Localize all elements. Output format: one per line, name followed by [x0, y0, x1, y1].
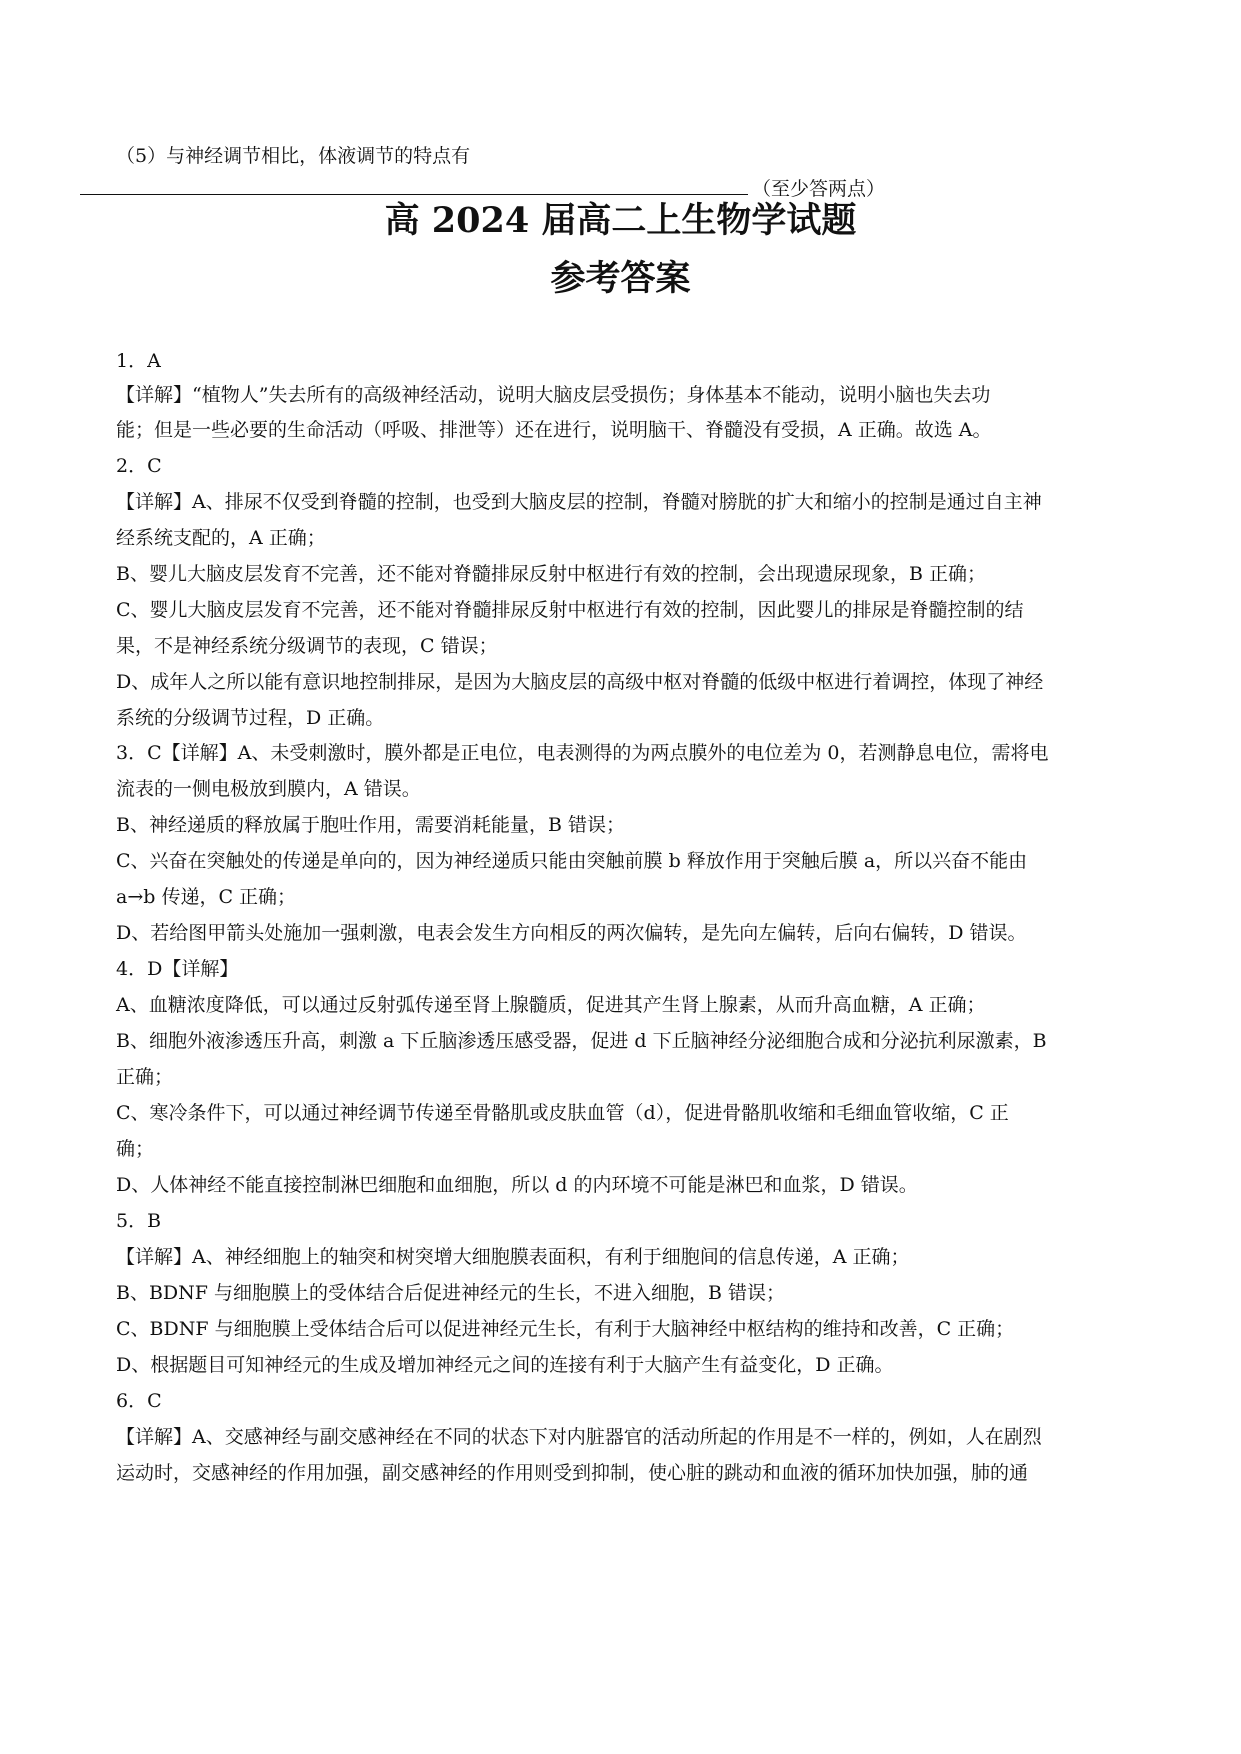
body-line: a→b 传递，C 正确； [116, 886, 297, 908]
body-line: 经系统支配的，A 正确； [116, 527, 326, 549]
body-line: D、人体神经不能直接控制淋巴细胞和血细胞，所以 d 的内环境不可能是淋巴和血浆，D 错误。 [116, 1174, 918, 1196]
body-line: D、根据题目可知神经元的生成及增加神经元之间的连接有利于大脑产生有益变化，D 正确。 [116, 1354, 894, 1376]
body-line: 流表的一侧电极放到膜内，A 错误。 [116, 778, 421, 800]
document-title: 高 2024 届高二上生物学试题 [384, 200, 857, 241]
body-line: 【详解】A、神经细胞上的轴突和树突增大细胞膜表面积，有利于细胞间的信息传递，A 正确； [116, 1246, 910, 1268]
body-line: B、婴儿大脑皮层发育不完善，还不能对脊髓排尿反射中枢进行有效的控制，会出现遗尿现象，B 正确； [116, 563, 986, 585]
body-line: 2．C [116, 455, 162, 477]
answer-blank[interactable] [80, 176, 748, 195]
body-line: 4．D【详解】 [116, 958, 239, 980]
body-line: C、BDNF 与细胞膜上受体结合后可以促进神经元生长，有利于大脑神经中枢结构的维持和改善，C 正确； [116, 1318, 1015, 1340]
body-line: B、细胞外液渗透压升高，刺激 a 下丘脑渗透压感受器，促进 d 下丘脑神经分泌细胞合成和分泌抗利尿激素，B [116, 1030, 1047, 1052]
body-line: 5．B [116, 1210, 162, 1232]
answer-hint: （至少答两点） [752, 178, 886, 200]
body-line: 系统的分级调节过程，D 正确。 [116, 707, 385, 729]
body-line: 【详解】A、排尿不仅受到脊髓的控制，也受到大脑皮层的控制，脊髓对膀胱的扩大和缩小的控制是通过自主神 [116, 491, 1042, 513]
document-subtitle: 参考答案 [550, 258, 691, 299]
body-line: 确； [116, 1138, 155, 1160]
body-line: 1．A [116, 350, 161, 372]
body-line: D、成年人之所以能有意识地控制排尿，是因为大脑皮层的高级中枢对脊髓的低级中枢进行着调控，体现了神经 [116, 671, 1044, 693]
body-line: C、寒冷条件下，可以通过神经调节传递至骨骼肌或皮肤血管（d），促进骨骼肌收缩和毛细血管收缩，C 正 [116, 1102, 1009, 1124]
body-line: 能；但是一些必要的生命活动（呼吸、排泄等）还在进行，说明脑干、脊髓没有受损，A 正确。故选 A。 [116, 419, 992, 441]
body-line: 运动时，交感神经的作用加强，副交感神经的作用则受到抑制，使心脏的跳动和血液的循环加快加强，肺的通 [116, 1462, 1029, 1484]
body-line: 3．C【详解】A、未受刺激时，膜外都是正电位，电表测得的为两点膜外的电位差为 0，若测静息电位，需将电 [116, 742, 1049, 764]
answer-blank-line [80, 176, 1140, 201]
body-line: 果，不是神经系统分级调节的表现，C 错误； [116, 635, 498, 657]
body-line: B、BDNF 与细胞膜上的受体结合后促进神经元的生长，不进入细胞，B 错误； [116, 1282, 786, 1304]
body-line: A、血糖浓度降低，可以通过反射弧传递至肾上腺髓质，促进其产生肾上腺素，从而升高血糖，A 正确； [116, 994, 986, 1016]
body-line: 【详解】A、交感神经与副交感神经在不同的状态下对内脏器官的活动所起的作用是不一样的，例如，人在剧烈 [116, 1426, 1042, 1448]
body-line: 正确； [116, 1066, 174, 1088]
body-line: D、若给图甲箭头处施加一强刺激，电表会发生方向相反的两次偏转，是先向左偏转，后向右偏转，D 错误。 [116, 922, 1027, 944]
body-line: 6．C [116, 1390, 162, 1412]
body-line: C、兴奋在突触处的传递是单向的，因为神经递质只能由突触前膜 b 释放作用于突触后膜 a，所以兴奋不能由 [116, 850, 1028, 872]
body-line: C、婴儿大脑皮层发育不完善，还不能对脊髓排尿反射中枢进行有效的控制，因此婴儿的排尿是脊髓控制的结 [116, 599, 1024, 621]
question-prompt: （5）与神经调节相比，体液调节的特点有 [116, 145, 471, 167]
body-line: B、神经递质的释放属于胞吐作用，需要消耗能量，B 错误； [116, 814, 625, 836]
body-line: 【详解】“植物人”失去所有的高级神经活动，说明大脑皮层受损伤；身体基本不能动，说明小脑也失去功 [116, 384, 991, 406]
